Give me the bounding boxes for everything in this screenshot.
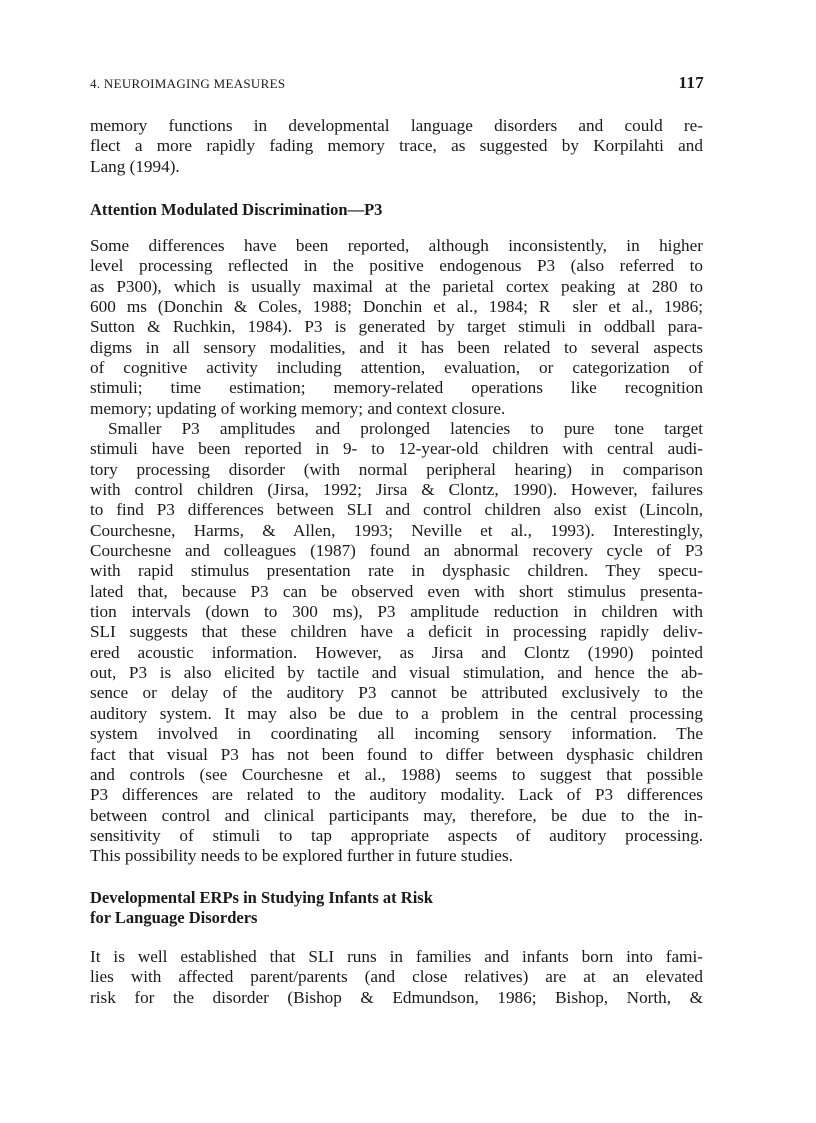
running-title: 4. NEUROIMAGING MEASURES [90,76,286,91]
text-line: and controls (see Courchesne et al., 1988) seems to suggest that possible [90,764,703,784]
text-line: It is well established that SLI runs in families and infants born into fami- [90,947,703,966]
text-line: This possibility needs to be explored further in future studies. [90,846,513,866]
text-line: memory functions in developmental language disorders and could re- [90,116,703,135]
text-line: Courchesne, Harms, & Allen, 1993; Neville et al., 1993). Interestingly, [90,520,703,540]
paragraph-continued [90,116,703,177]
text-line: lated that, because P3 can be observed even with short stimulus presenta- [90,581,703,601]
text-line: fact that visual P3 has not been found to differ between dysphasic children [90,744,703,764]
section-heading-infants [90,888,703,929]
text-line: SLI suggests that these children have a deficit in processing rapidly deliv- [90,622,703,642]
page-number: 117 [678,73,704,92]
running-header [90,73,704,92]
text-line: Sutton & Ruchkin, 1984). P3 is generated by target stimuli in oddball para- [90,317,703,337]
text-line: digms in all sensory modalities, and it has been related to several aspects [90,337,703,357]
text-line: sensitivity of stimuli to tap appropriate aspects of auditory processing. [90,825,703,845]
text-line: sence or delay of the auditory P3 cannot be attributed exclusively to the [90,683,703,703]
text-line: stimuli have been reported in 9- to 12-year-old children with central audi- [90,439,703,459]
text-line: system involved in coordinating all incoming sensory information. The [90,724,703,744]
text-line: flect a more rapidly fading memory trace, as suggested by Korpilahti and [90,136,703,156]
text-line: tory processing disorder (with normal peripheral hearing) in comparison [90,459,703,479]
text-line: risk for the disorder (Bishop & Edmundson, 1986; Bishop, North, & [90,987,703,1007]
text-line: Lang (1994). [90,156,180,176]
text-line: Smaller P3 amplitudes and prolonged latencies to pure tone target [108,419,703,438]
paragraph-p3-intro [90,236,703,419]
text-line: to find P3 differences between SLI and control children also exist (Lincoln, [90,500,703,520]
paragraph-p3-findings [90,419,703,867]
text-line: out, P3 is also elicited by tactile and visual stimulation, and hence the ab- [90,663,703,683]
text-line: tion intervals (down to 300 ms), P3 amplitude reduction in children with [90,602,703,622]
text-line: with control children (Jirsa, 1992; Jirsa & Clontz, 1990). However, failures [90,480,703,500]
heading-line: Developmental ERPs in Studying Infants at Risk [90,888,433,907]
text-line: stimuli; time estimation; memory-related operations like recognition [90,378,703,398]
text-line: of cognitive activity including attention, evaluation, or categorization of [90,358,703,378]
text-line: lies with affected parent/parents (and close relatives) are at an elevated [90,967,703,987]
text-line: ered acoustic information. However, as Jirsa and Clontz (1990) pointed [90,642,703,662]
text-line: Courchesne and colleagues (1987) found an abnormal recovery cycle of P3 [90,541,703,561]
text-line: as P300), which is usually maximal at the parietal cortex peaking at 280 to [90,276,703,296]
section-heading-p3: Attention Modulated Discrimination—P3 [90,200,383,219]
text-line: Some differences have been reported, although inconsistently, in higher [90,236,703,255]
text-line: P3 differences are related to the auditory modality. Lack of P3 differences [90,785,703,805]
text-line: between control and clinical participants may, therefore, be due to the in- [90,805,703,825]
text-line: memory; updating of working memory; and context closure. [90,398,506,418]
heading-line: for Language Disorders [90,908,258,928]
text-line: auditory system. It may also be due to a problem in the central processing [90,703,703,723]
text-line: with rapid stimulus presentation rate in dysphasic children. They specu- [90,561,703,581]
text-line: 600 ms (Donchin & Coles, 1988; Donchin et al., 1984; R sler et al., 1986; [90,297,703,317]
paragraph-infants [90,947,703,1008]
text-line: level processing reflected in the positive endogenous P3 (also referred to [90,256,703,276]
